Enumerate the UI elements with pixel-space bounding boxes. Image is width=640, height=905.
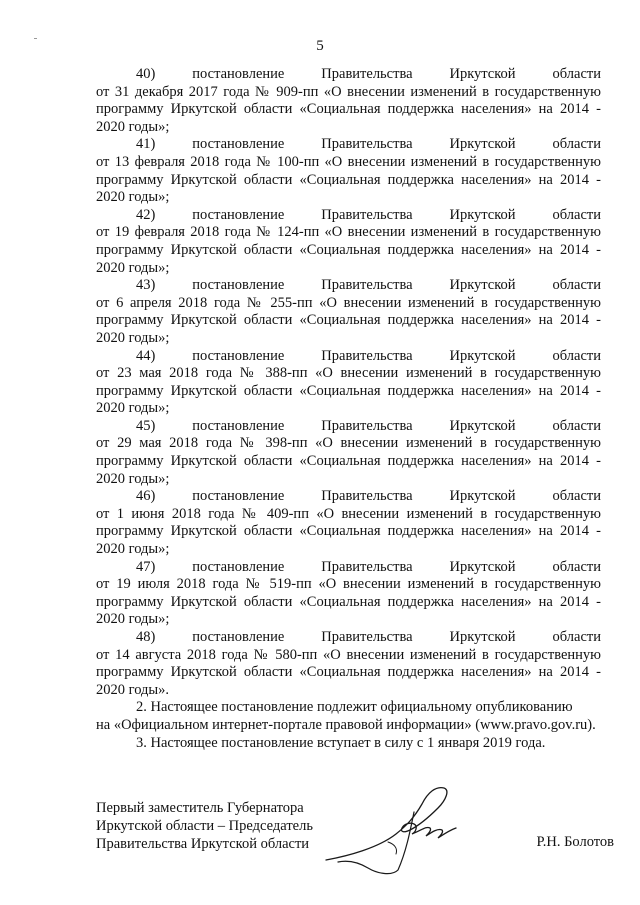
enumerated-item [96,348,601,418]
item-head-word: постановление [192,347,285,364]
enumerated-item [96,629,601,699]
item-head-word: Иркутской [449,347,516,364]
item-head-word: Правительства [321,629,413,645]
item-head-word: области [552,277,601,294]
item-head-word: Правительства [321,347,413,364]
item-head-word: Иркутской [449,488,516,505]
enumerated-item [96,66,601,136]
item-text: от 13 февраля 2018 года № 100-пп «О внесении изменений в государственную программу Иркутской области «Социальная поддержка населения» на 2014 - 2020 годы»; [96,153,601,206]
clause-2-first-line: 2. Настоящее постановление подлежит официальному опубликованию [136,699,573,716]
item-head-word: Правительства [321,136,413,153]
item-number: 47) [136,558,156,575]
item-head-word: области [552,347,601,364]
item-head-word: Иркутской [449,66,516,82]
enumerated-item [96,277,601,347]
item-head-word: постановление [192,206,285,223]
item-first-line [96,348,601,366]
item-head-word: области [552,629,601,645]
item-text: от 1 июня 2018 года № 409-пп «О внесении изменений в государственную программу Иркутской области «Социальная поддержка населения» на 2014 - 2020 годы»; [96,505,601,558]
item-head-word: постановление [192,277,285,294]
signatory-title-line: Иркутской области – Председатель [96,818,313,834]
item-text: от 19 февраля 2018 года № 124-пп «О внесении изменений в государственную программу Иркутской области «Социальная поддержка населения» на 2014 - 2020 годы»; [96,224,601,276]
signatory-title-line: Первый заместитель Губернатора [96,800,304,816]
item-number: 45) [136,417,156,434]
page-number: 5 [316,38,324,54]
item-first-line [96,277,601,295]
item-first-line [96,629,601,647]
clause-2-text: на «Официальном интернет-портале правовой информации» (www.pravo.gov.ru). [96,716,596,733]
enumerated-item [96,418,601,488]
handwritten-signature [318,782,468,877]
item-number: 42) [136,206,156,223]
item-number: 44) [136,347,156,364]
item-head-word: Правительства [321,558,413,575]
item-head-word: области [552,558,601,575]
item-head-word: Иркутской [449,206,516,223]
item-first-line [96,559,601,577]
item-head-word: постановление [192,136,285,153]
item-head-word: области [552,136,601,153]
item-head-word: Иркутской [449,277,516,294]
item-number: 40) [136,66,156,82]
item-head-word: Иркутской [449,136,516,153]
item-number: 48) [136,629,156,645]
item-number: 41) [136,136,156,153]
item-head-word: постановление [192,558,285,575]
clause-2 [96,699,601,734]
item-head-word: Правительства [321,66,413,82]
item-head-word: постановление [192,66,285,82]
item-head-word: постановление [192,417,285,434]
item-text: от 23 мая 2018 года № 388-пп «О внесении изменений в государственную программу Иркутской области «Социальная поддержка населения» на 2014 - 2020 годы»; [96,365,601,417]
clause-3: 3. Настоящее постановление вступает в силу с 1 января 2019 года. [136,734,546,751]
enumerated-item [96,488,601,558]
enumerated-item [96,136,601,206]
item-head-word: области [552,488,601,505]
item-head-word: Правительства [321,488,413,505]
item-head-word: Правительства [321,206,413,223]
item-number: 46) [136,488,156,505]
enumerated-item [96,559,601,629]
item-head-word: области [552,417,601,434]
item-first-line [96,418,601,436]
item-text: от 6 апреля 2018 года № 255-пп «О внесении изменений в государственную программу Иркутской области «Социальная поддержка населения» на 2014 - 2020 годы»; [96,294,601,346]
item-text: от 19 июля 2018 года № 519-пп «О внесении изменений в государственную программу Иркутской области «Социальная поддержка населения» на 2014 - 2020 годы»; [96,576,601,628]
item-head-word: области [552,206,601,223]
item-head-word: Иркутской [449,629,516,645]
document-body [96,66,601,752]
signer-name: Р.Н. Болотов [536,834,614,850]
item-first-line [96,136,601,154]
item-head-word: области [552,66,601,82]
item-head-word: Правительства [321,417,413,434]
signatory-title-line: Правительства Иркутской области [96,836,310,852]
item-text: от 14 августа 2018 года № 580-пп «О внесении изменений в государственную программу Иркутской области «Социальная поддержка населения» на 2014 - 2020 годы». [96,646,601,698]
item-text: от 31 декабря 2017 года № 909-пп «О внесении изменений в государственную программу Иркутской области «Социальная поддержка населения» на 2014 - 2020 годы»; [96,83,601,135]
item-first-line [96,66,601,84]
item-first-line [96,207,601,225]
scan-mark [34,38,37,39]
item-text: от 29 мая 2018 года № 398-пп «О внесении изменений в государственную программу Иркутской области «Социальная поддержка населения» на 2014 - 2020 годы»; [96,435,601,487]
item-head-word: постановление [192,629,285,645]
item-first-line [96,488,601,506]
item-head-word: Иркутской [449,558,516,575]
item-head-word: постановление [192,488,285,505]
item-head-word: Иркутской [449,417,516,434]
item-number: 43) [136,277,156,294]
enumerated-item [96,207,601,277]
item-head-word: Правительства [321,277,413,294]
